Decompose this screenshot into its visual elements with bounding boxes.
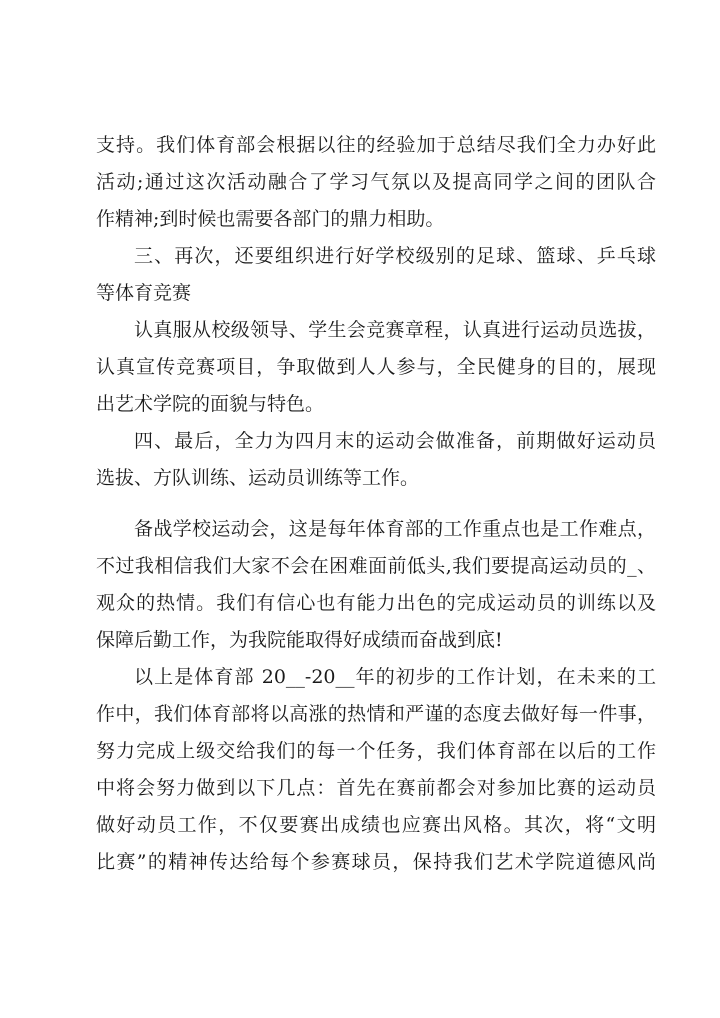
text-line: 活动;通过这次活动融合了学习气氛以及提高同学之间的团队合 bbox=[96, 171, 656, 193]
text-line: 支持。我们体育部会根据以往的经验加于总结尽我们全力办好此 bbox=[96, 134, 656, 156]
section-heading-three: 三、再次，还要组织进行好学校级别的足球、篮球、乒乓球 bbox=[134, 245, 656, 267]
section-heading-four-cont: 选拔、方队训练、运动员训练等工作。 bbox=[96, 467, 420, 489]
text-line: 观众的热情。我们有信心也有能力出色的完成运动员的训练以及 bbox=[96, 592, 656, 614]
text-line: 出艺术学院的面貌与特色。 bbox=[96, 393, 325, 415]
text-line: 中将会努力做到以下几点：首先在赛前都会对参加比赛的运动员 bbox=[96, 777, 656, 799]
section-heading-four: 四、最后，全力为四月末的运动会做准备，前期做好运动员 bbox=[134, 430, 656, 452]
text-line: 做好动员工作，不仅要赛出成绩也应赛出风格。其次，将“文明 bbox=[96, 814, 656, 836]
text-line: 不过我相信我们大家不会在困难面前低头,我们要提高运动员的_、 bbox=[96, 555, 656, 577]
text-line: 认真宣传竞赛项目，争取做到人人参与，全民健身的目的，展现 bbox=[96, 356, 656, 378]
text-line: 作中，我们体育部将以高涨的热情和严谨的态度去做好每一件事， bbox=[96, 703, 656, 725]
text-line: 认真服从校级领导、学生会竞赛章程，认真进行运动员选拔， bbox=[134, 319, 656, 341]
text-line: 备战学校运动会，这是每年体育部的工作重点也是工作难点， bbox=[134, 518, 656, 540]
text-line: 努力完成上级交给我们的每一个任务，我们体育部在以后的工作 bbox=[96, 740, 656, 762]
text-line: 保障后勤工作，为我院能取得好成绩而奋战到底! bbox=[96, 629, 503, 651]
text-line: 以上是体育部 20__-20__年的初步的工作计划，在未来的工 bbox=[134, 666, 656, 688]
section-heading-three-cont: 等体育竞赛 bbox=[96, 282, 192, 304]
text-line: 作精神;到时候也需要各部门的鼎力相助。 bbox=[96, 208, 445, 230]
text-line: 比赛”的精神传达给每个参赛球员，保持我们艺术学院道德风尚 bbox=[96, 851, 656, 873]
